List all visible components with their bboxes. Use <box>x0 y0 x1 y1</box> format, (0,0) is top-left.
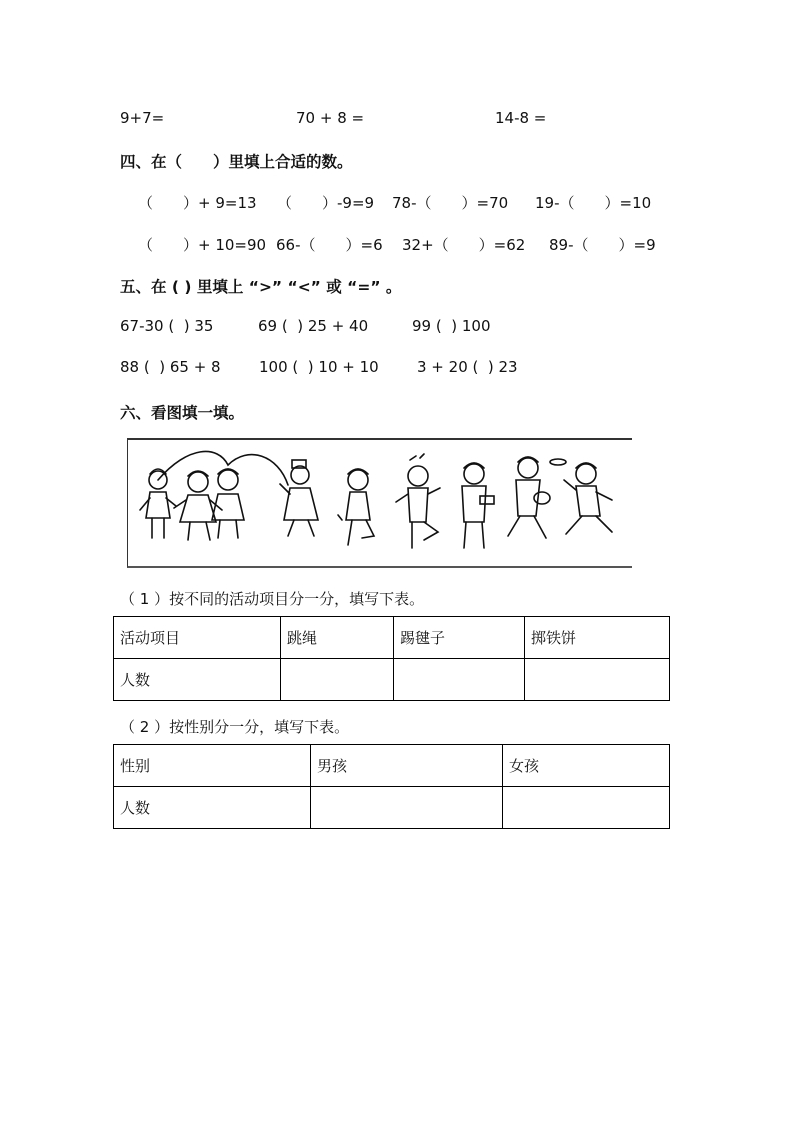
boy-kicking-shuttlecock <box>396 454 440 548</box>
table-header-activity: 活动项目 <box>114 617 281 659</box>
table-header-discus: 掷铁饼 <box>525 617 670 659</box>
table-row-label-count: 人数 <box>114 787 311 829</box>
compare-expression: 88 ( ) 65 + 8 <box>120 358 221 376</box>
compare-expression: 67-30 ( ) 35 <box>120 317 214 335</box>
girl-kicking-shuttlecock <box>338 469 374 545</box>
activity-table <box>113 616 670 701</box>
blank-equation: 89-（ ）=9 <box>549 236 656 254</box>
activity-illustration <box>127 438 632 568</box>
blank-equation: （ ）+ 10=90 <box>138 236 267 254</box>
compare-expression: 3 + 20 ( ) 23 <box>417 358 518 376</box>
table-header-gender: 性别 <box>114 745 311 787</box>
compare-expression: 99 ( ) 100 <box>412 317 491 335</box>
table-header-jump-rope: 跳绳 <box>281 617 394 659</box>
table-header-shuttlecock: 踢毽子 <box>394 617 525 659</box>
answer-cell-shuttlecock[interactable] <box>394 659 525 701</box>
equation-9-plus-7: 9+7= <box>120 109 165 127</box>
section-5-title: 五、在 ( ) 里填上 “>” “<” 或 “=” 。 <box>120 278 402 296</box>
answer-cell-jump-rope[interactable] <box>281 659 394 701</box>
compare-expression: 69 ( ) 25 + 40 <box>258 317 369 335</box>
section-4-title: 四、在（ ）里填上合适的数。 <box>120 153 353 171</box>
question-2-label: （ 2 ）按性别分一分，填写下表。 <box>120 718 350 736</box>
boy-holding-discus <box>462 463 494 548</box>
blank-equation: （ ）+ 9=13 <box>138 194 257 212</box>
answer-cell-boys[interactable] <box>311 787 503 829</box>
blank-equation: 32+（ ）=62 <box>402 236 526 254</box>
compare-expression: 100 ( ) 10 + 10 <box>259 358 379 376</box>
answer-cell-girls[interactable] <box>503 787 670 829</box>
table-row-label-count: 人数 <box>114 659 281 701</box>
table-header-girls: 女孩 <box>503 745 670 787</box>
blank-equation: 19-（ ）=10 <box>535 194 652 212</box>
blank-equation: 66-（ ）=6 <box>276 236 383 254</box>
girl-turning-rope <box>280 460 318 536</box>
girl-jumping-rope-3 <box>212 469 244 538</box>
boy-throwing-discus <box>508 457 550 538</box>
equation-14-minus-8: 14-8 = <box>495 109 547 127</box>
section-6-title: 六、看图填一填。 <box>120 404 245 422</box>
question-1-label: （ 1 ）按不同的活动项目分一分，填写下表。 <box>120 590 425 608</box>
equation-70-plus-8: 70 + 8 = <box>296 109 365 127</box>
table-header-boys: 男孩 <box>311 745 503 787</box>
answer-cell-discus[interactable] <box>525 659 670 701</box>
blank-equation: （ ）-9=9 <box>277 194 375 212</box>
gender-table <box>113 744 670 829</box>
blank-equation: 78-（ ）=70 <box>392 194 509 212</box>
jump-rope <box>158 451 288 485</box>
boy-catching-discus <box>550 459 612 534</box>
